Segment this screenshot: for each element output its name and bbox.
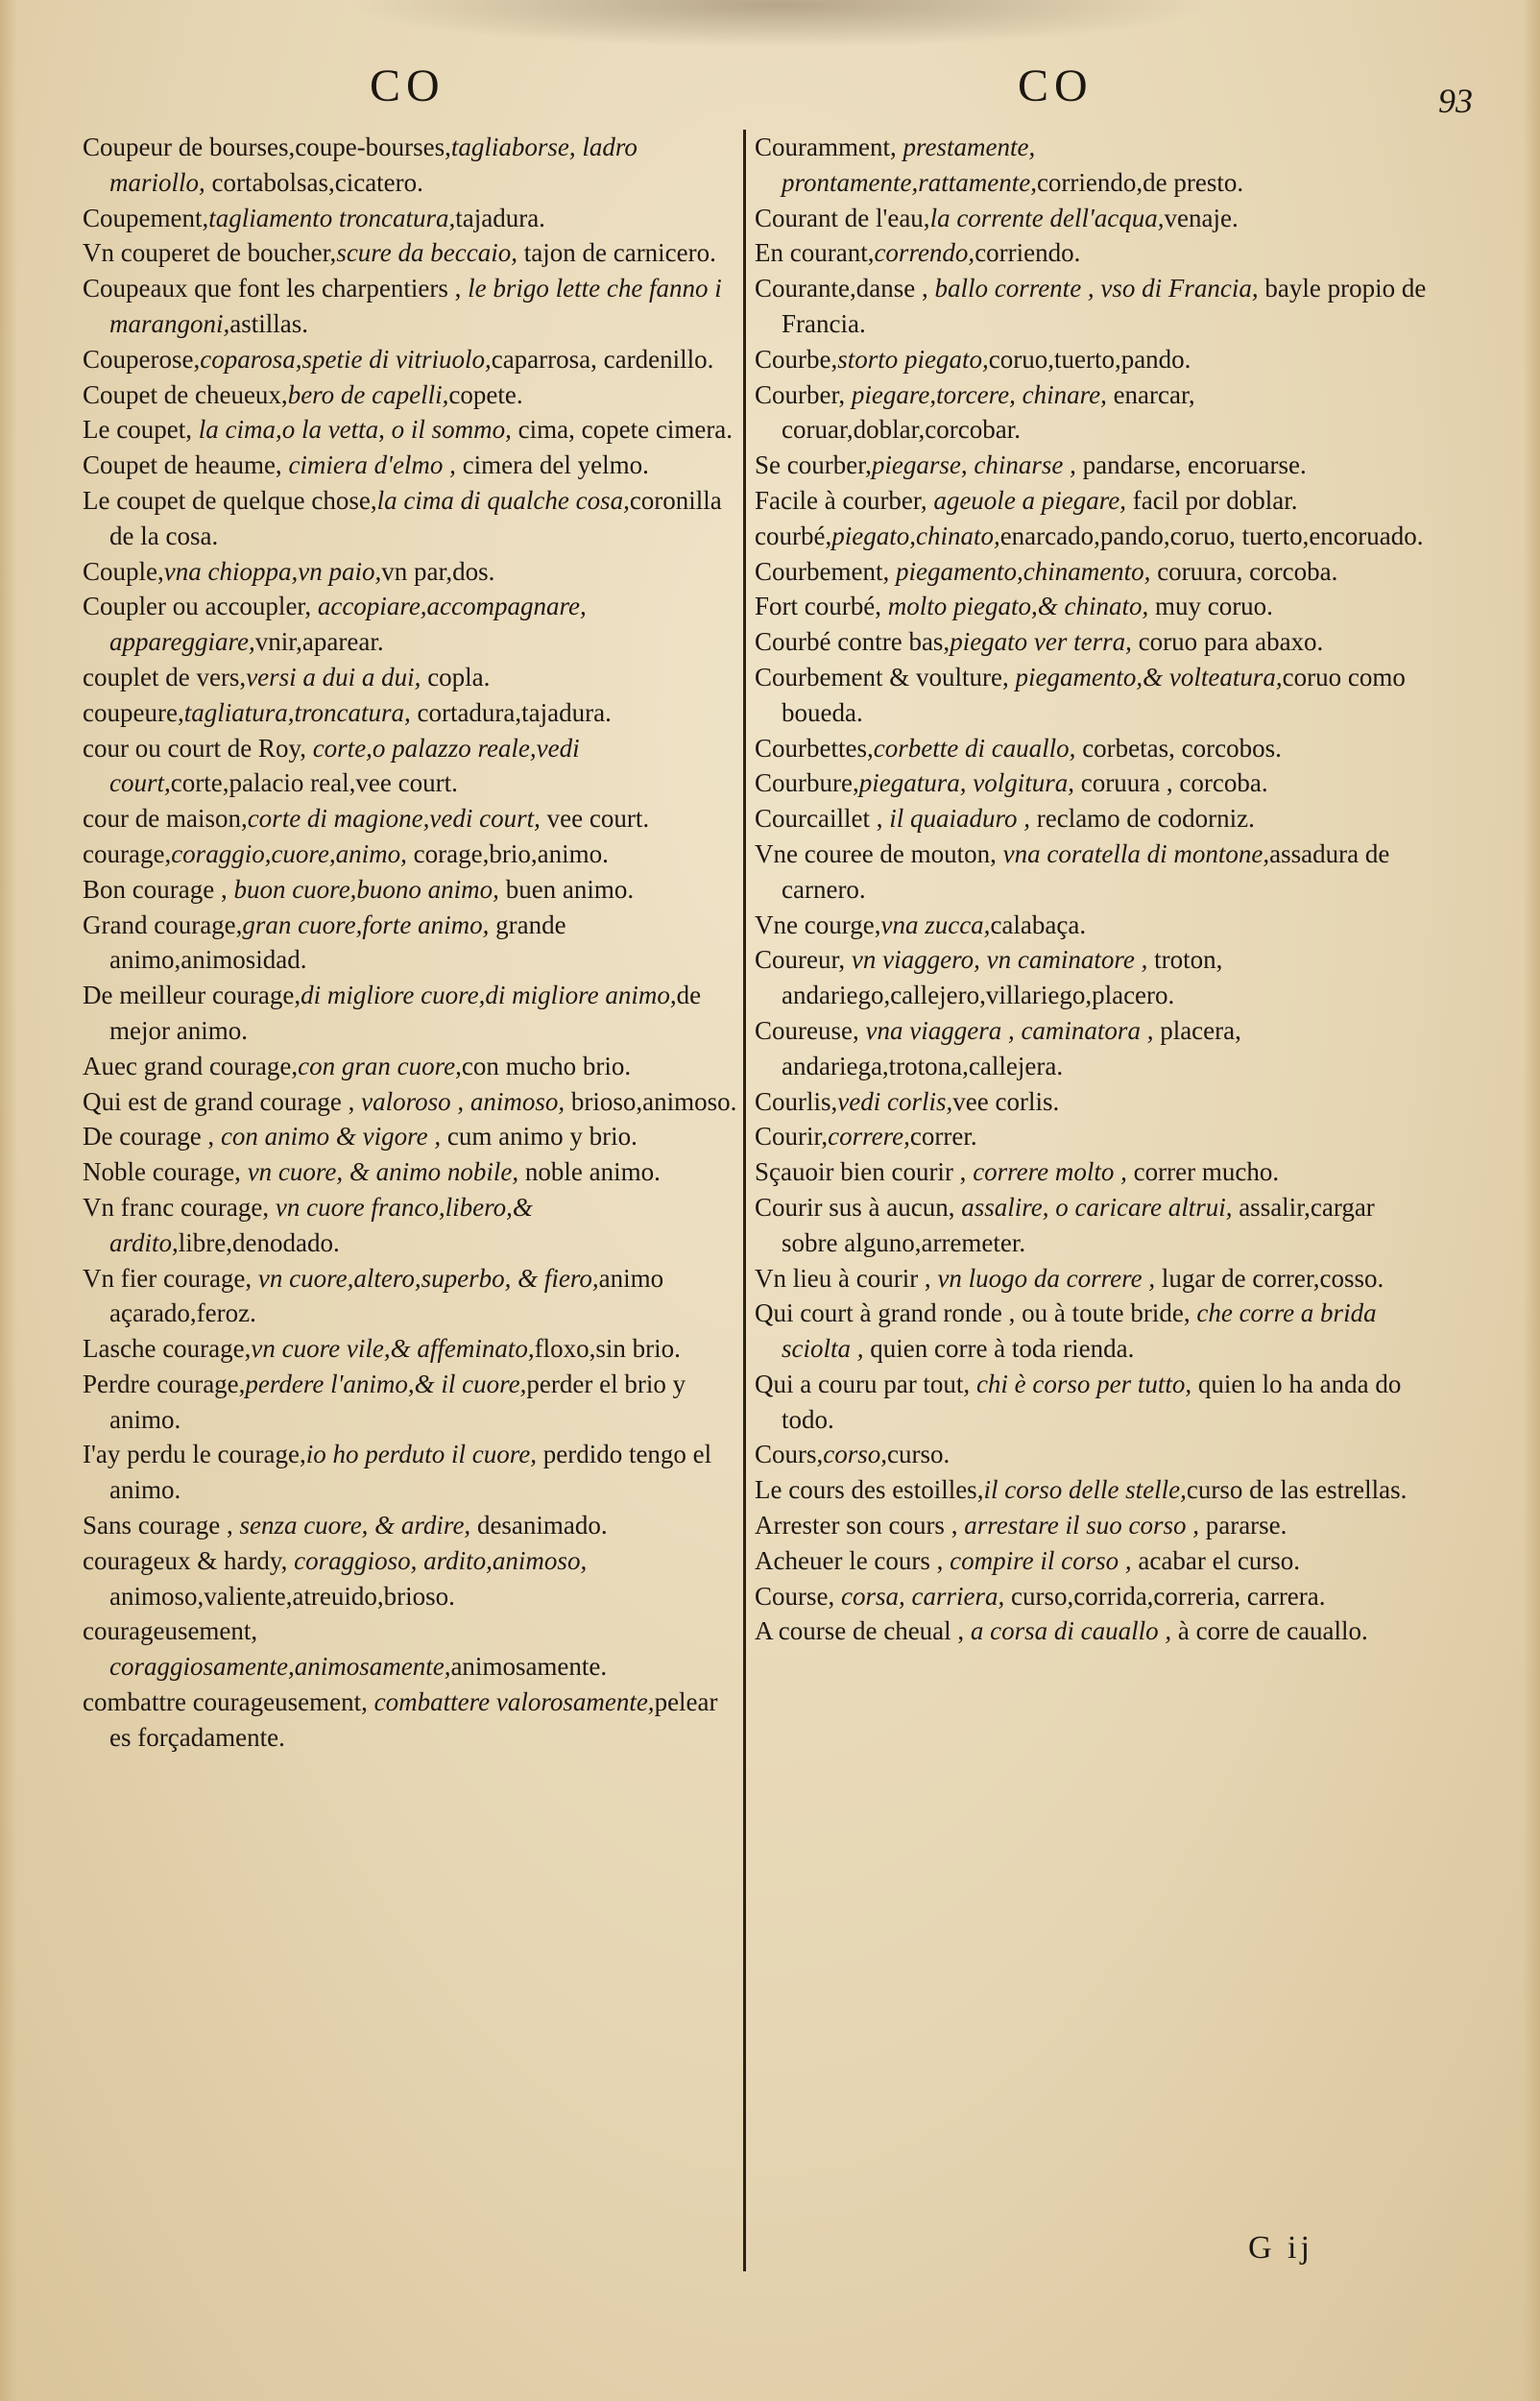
dictionary-entry: [83, 837, 737, 872]
entry-headword: courageux & hardy,: [83, 1545, 295, 1575]
entry-italian: correre,: [828, 1122, 910, 1152]
entry-headword: Facile à courber,: [755, 485, 934, 515]
dictionary-entry: [755, 377, 1427, 449]
entry-italian: che corre a brida sciolta ,: [782, 1298, 1377, 1364]
entry-italian: storto piegato,: [837, 344, 989, 374]
entry-spanish: coruo,tuerto,pando.: [988, 344, 1191, 374]
entry-italian: tagliaborse, ladro mariollo,: [109, 133, 638, 197]
dictionary-entry: [83, 908, 737, 979]
entry-headword: En courant,: [755, 238, 875, 268]
entry-spanish: grande animo,animosidad.: [109, 909, 566, 975]
entry-spanish: pararse.: [1198, 1511, 1287, 1540]
entry-italian: corbette di cauallo,: [873, 733, 1076, 763]
entry-spanish: venaje.: [1164, 203, 1239, 232]
entry-headword: Coupeur de bourses,coupe-bourses,: [83, 133, 451, 161]
entry-italian: piegamento,chinamento,: [895, 556, 1151, 586]
entry-italian: gran cuore,forte animo,: [242, 909, 490, 939]
entry-spanish: tajadura.: [455, 203, 545, 232]
entry-spanish: coruo como boueda.: [782, 662, 1406, 727]
entry-italian: arrestare il suo corso ,: [964, 1511, 1199, 1540]
dictionary-entry: [83, 589, 737, 660]
entry-italian: valoroso , animoso,: [361, 1086, 565, 1116]
dictionary-entry: [755, 235, 1427, 271]
entry-spanish: coronilla de la cosa.: [109, 485, 722, 550]
dictionary-entry: [755, 1296, 1427, 1367]
entry-headword: Coureur,: [755, 945, 852, 975]
entry-italian: piegato,chinato,: [831, 521, 1000, 550]
entry-headword: Lasche courage,: [83, 1334, 252, 1364]
entry-italian: bero de capelli,: [287, 379, 449, 409]
left-column: [83, 130, 737, 1756]
entry-headword: Auec grand courage,: [83, 1051, 299, 1080]
entry-spanish: floxo,sin brio.: [534, 1334, 681, 1364]
dictionary-entry: [83, 130, 737, 201]
entry-spanish: assalir,cargar sobre alguno,arremeter.: [782, 1192, 1375, 1257]
entry-spanish: coruo para abaxo.: [1131, 627, 1324, 657]
entry-headword: Le coupet de quelque chose,: [83, 485, 377, 515]
dictionary-entry: [83, 201, 737, 236]
dictionary-entry: [83, 483, 737, 554]
entry-italian: vna zucca,: [880, 909, 991, 939]
dictionary-entry: [83, 1613, 737, 1685]
dictionary-entry: [83, 731, 737, 802]
entry-spanish: caparrosa, cardenillo.: [491, 344, 714, 374]
dictionary-entry: [83, 801, 737, 837]
dictionary-entry: [755, 483, 1427, 519]
dictionary-entry: [755, 1190, 1427, 1261]
entry-spanish: vnir,aparear.: [254, 627, 384, 657]
entry-spanish: brioso,animoso.: [565, 1086, 737, 1116]
dictionary-entry: [83, 660, 737, 695]
dictionary-entry: [83, 448, 737, 483]
entry-italian: coraggioso, ardito,animoso,: [294, 1545, 588, 1575]
entry-italian: corte di magione,vedi court,: [247, 804, 541, 834]
entry-italian: di migliore cuore,di migliore animo,: [301, 981, 677, 1010]
entry-italian: vn luogo da correre ,: [937, 1263, 1156, 1293]
entry-headword: Vn franc courage,: [83, 1192, 276, 1222]
entry-headword: combattre courageusement,: [83, 1687, 374, 1717]
entry-headword: Coupler ou accoupler,: [83, 592, 318, 621]
dictionary-entry: [755, 519, 1427, 554]
entry-headword: cour ou court de Roy,: [83, 733, 313, 763]
entry-headword: Acheuer le cours ,: [755, 1545, 950, 1575]
dictionary-entry: [83, 235, 737, 271]
entry-headword: Couperose,: [83, 344, 201, 374]
dictionary-entry: [755, 1579, 1427, 1614]
entry-italian: cimiera d'elmo ,: [288, 450, 456, 480]
entry-spanish: bayle propio de Francia.: [782, 274, 1427, 338]
entry-spanish: buen animo.: [498, 874, 635, 904]
entry-italian: corsa, carriera,: [841, 1581, 1005, 1611]
entry-spanish: corage,brio,animo.: [406, 838, 609, 868]
entry-spanish: facil por doblar.: [1126, 485, 1298, 515]
entry-headword: Courbettes,: [755, 733, 874, 763]
dictionary-entry: [755, 1508, 1427, 1543]
entry-headword: Courbe,: [755, 344, 838, 374]
dictionary-entry: [755, 801, 1427, 837]
entry-spanish: animosamente.: [450, 1652, 608, 1682]
entry-italian: vn cuore franco,libero,& ardito,: [109, 1192, 533, 1257]
entry-headword: Grand courage,: [83, 909, 243, 939]
entry-italian: le brigo lette che fanno i marangoni,: [109, 274, 722, 338]
entry-italian: molto piegato,& chinato,: [887, 592, 1149, 621]
entry-headword: Le coupet,: [83, 415, 199, 445]
entry-headword: Cours,: [755, 1440, 824, 1469]
entry-spanish: calabaça.: [990, 909, 1087, 939]
entry-headword: Courbé contre bas,: [755, 627, 950, 657]
page-number: 93: [1438, 82, 1473, 120]
entry-headword: Vn lieu à courir ,: [755, 1263, 938, 1293]
entry-italian: accopiare,accompagnare, appareggiare,: [109, 592, 587, 657]
entry-italian: la corrente dell'acqua,: [929, 203, 1165, 232]
entry-headword: Bon courage ,: [83, 874, 234, 904]
entry-spanish: tajon de carnicero.: [517, 238, 716, 268]
entry-italian: perdere l'animo,& il cuore,: [245, 1369, 527, 1398]
dictionary-entry: [83, 271, 737, 342]
entry-spanish: quien lo ha anda do todo.: [782, 1369, 1402, 1434]
dictionary-entry: [755, 660, 1427, 731]
entry-headword: courageusement,: [83, 1616, 258, 1646]
entry-italian: ageuole a piegare,: [933, 485, 1127, 515]
entry-headword: De courage ,: [83, 1122, 221, 1152]
entry-italian: a corsa di cauallo ,: [970, 1616, 1172, 1646]
signature-mark: G ij: [1248, 2230, 1313, 2266]
dictionary-entry: [83, 377, 737, 413]
entry-spanish: cortabolsas,cicatero.: [205, 167, 423, 197]
entry-headword: Perdre courage,: [83, 1369, 246, 1398]
entry-italian: il quaiaduro ,: [889, 804, 1030, 834]
dictionary-entry: [755, 342, 1427, 377]
entry-headword: Arrester son cours ,: [755, 1511, 965, 1540]
entry-italian: versi a dui a dui,: [246, 662, 421, 691]
entry-spanish: cum animo y brio.: [441, 1122, 638, 1152]
dictionary-entry: [83, 554, 737, 590]
running-head-left: CO: [370, 61, 445, 111]
entry-italian: vn viaggero, vn caminatore ,: [851, 945, 1148, 975]
dictionary-entry: [83, 1084, 737, 1120]
entry-spanish: noble animo.: [518, 1157, 661, 1187]
entry-spanish: perdido tengo el animo.: [109, 1440, 712, 1505]
right-column: [755, 130, 1427, 1649]
entry-italian: la cima di qualche cosa,: [376, 485, 630, 515]
entry-italian: compire il corso ,: [950, 1545, 1132, 1575]
dictionary-entry: [83, 1154, 737, 1190]
dictionary-entry: [755, 1437, 1427, 1472]
dictionary-entry: [83, 1049, 737, 1084]
entry-italian: buon cuore,buono animo,: [233, 874, 499, 904]
dictionary-entry: [755, 554, 1427, 590]
page-edge-left: [0, 0, 17, 2401]
entry-spanish: assadura de carnero.: [782, 838, 1390, 904]
entry-italian: combattere valorosamente,: [373, 1687, 655, 1717]
entry-spanish: corbetas, corcobos.: [1075, 733, 1282, 763]
entry-italian: piegamento,& volteatura,: [1015, 662, 1283, 691]
dictionary-entry: [83, 1508, 737, 1543]
entry-spanish: curso de las estrellas.: [1186, 1475, 1408, 1505]
dictionary-entry: [755, 624, 1427, 660]
entry-italian: coraggiosamente,animosamente,: [109, 1652, 451, 1682]
entry-italian: con gran cuore,: [298, 1051, 462, 1080]
dictionary-entry: [83, 412, 737, 448]
dictionary-entry: [755, 1472, 1427, 1508]
dictionary-entry: [755, 589, 1427, 624]
entry-spanish: vn par,dos.: [381, 556, 495, 586]
entry-italian: scure da beccaio,: [336, 238, 517, 268]
entry-headword: Courir,: [755, 1122, 829, 1152]
entry-spanish: corte,palacio real,vee court.: [170, 768, 458, 798]
entry-spanish: enarcado,pando,coruo, tuerto,encoruado.: [999, 521, 1424, 550]
paper-stain: [346, 0, 1210, 48]
entry-italian: chi è corso per tutto,: [975, 1369, 1192, 1398]
entry-headword: Courbure,: [755, 768, 859, 798]
entry-spanish: libre,denodado.: [178, 1227, 340, 1257]
entry-headword: Coureuse,: [755, 1015, 866, 1045]
dictionary-entry: [755, 1154, 1427, 1190]
entry-headword: Vn couperet de boucher,: [83, 238, 337, 268]
entry-headword: Courant de l'eau,: [755, 203, 930, 232]
dictionary-entry: [755, 1543, 1427, 1579]
entry-headword: Sans courage ,: [83, 1511, 240, 1540]
entry-headword: Qui a couru par tout,: [755, 1369, 976, 1398]
entry-italian: tagliatura,troncatura,: [183, 697, 411, 727]
entry-spanish: quien corre à toda rienda.: [863, 1334, 1135, 1364]
entry-headword: Couple,: [83, 556, 164, 586]
entry-headword: cour de maison,: [83, 804, 248, 834]
entry-headword: Coupeaux que font les charpentiers ,: [83, 274, 469, 303]
entry-headword: Coupet de cheueux,: [83, 379, 288, 409]
entry-spanish: desanimado.: [470, 1511, 608, 1540]
entry-spanish: reclamo de codorniz.: [1029, 804, 1255, 834]
dictionary-entry: [83, 1685, 737, 1756]
entry-headword: courbé,: [755, 521, 832, 550]
entry-headword: Se courber,: [755, 450, 872, 480]
dictionary-entry: [83, 342, 737, 377]
entry-spanish: curso.: [887, 1440, 950, 1469]
entry-spanish: astillas.: [229, 308, 309, 338]
entry-headword: Coupement,: [83, 203, 209, 232]
entry-spanish: pelear es forçadamente.: [109, 1687, 718, 1752]
entry-spanish: lugar de correr,cosso.: [1155, 1263, 1384, 1293]
entry-spanish: correr mucho.: [1126, 1157, 1280, 1187]
dictionary-entry: [755, 908, 1427, 943]
entry-headword: Fort courbé,: [755, 592, 888, 621]
entry-italian: vn cuore vile,& affeminato,: [251, 1334, 535, 1364]
entry-headword: Courbement,: [755, 556, 896, 586]
page-edge-right: [1523, 0, 1540, 2401]
entry-headword: Vn fier courage,: [83, 1263, 258, 1293]
dictionary-entry: [755, 201, 1427, 236]
entry-spanish: vee court.: [540, 804, 650, 834]
entry-italian: con animo & vigore ,: [220, 1122, 442, 1152]
dictionary-entry: [83, 872, 737, 908]
entry-italian: corso,: [823, 1440, 888, 1469]
entry-italian: correre molto ,: [973, 1157, 1127, 1187]
entry-italian: ballo corrente , vso di Francia,: [934, 274, 1259, 303]
entry-italian: piegarse, chinarse ,: [871, 450, 1076, 480]
entry-spanish: curso,corrida,correria, carrera.: [1004, 1581, 1326, 1611]
entry-italian: senza cuore, & ardire,: [239, 1511, 471, 1540]
dictionary-entry: [83, 695, 737, 731]
dictionary-entry: [755, 1084, 1427, 1120]
dictionary-entry: [755, 731, 1427, 766]
entry-headword: Le cours des estoilles,: [755, 1475, 984, 1505]
dictionary-entry: [755, 1367, 1427, 1438]
entry-italian: vn cuore, & animo nobile,: [247, 1157, 519, 1187]
entry-spanish: acabar el curso.: [1131, 1545, 1301, 1575]
entry-spanish: coruura, corcoba.: [1150, 556, 1338, 586]
entry-spanish: corriendo.: [975, 238, 1081, 268]
dictionary-entry: [755, 1613, 1427, 1649]
dictionary-entry: [83, 1331, 737, 1367]
entry-headword: De meilleur courage,: [83, 981, 301, 1010]
entry-headword: Vne courge,: [755, 909, 881, 939]
dictionary-entry: [755, 1013, 1427, 1084]
dictionary-entry: [83, 1543, 737, 1614]
dictionary-entry: [755, 1119, 1427, 1154]
dictionary-entry: [755, 130, 1427, 201]
entry-spanish: perder el brio y animo.: [109, 1369, 686, 1434]
dictionary-entry: [83, 1119, 737, 1154]
entry-spanish: correr.: [909, 1122, 977, 1152]
entry-headword: Courlis,: [755, 1086, 838, 1116]
entry-spanish: à corre de cauallo.: [1171, 1616, 1368, 1646]
entry-spanish: enarcar, coruar,doblar,corcobar.: [782, 379, 1195, 445]
entry-spanish: copla.: [421, 662, 491, 691]
entry-spanish: animo açarado,feroz.: [109, 1263, 664, 1328]
entry-headword: I'ay perdu le courage,: [83, 1440, 306, 1469]
entry-headword: A course de cheual ,: [755, 1616, 971, 1646]
entry-italian: piegatura, volgitura,: [858, 768, 1074, 798]
entry-italian: vna coratella di montone,: [1002, 838, 1270, 868]
entry-italian: corte,o palazzo reale,vedi court,: [109, 733, 580, 798]
entry-spanish: vee corlis.: [952, 1086, 1060, 1116]
entry-headword: Coupet de heaume,: [83, 450, 289, 480]
entry-italian: io ho perduto il cuore,: [305, 1440, 537, 1469]
entry-spanish: placera, andariega,trotona,callejera.: [782, 1015, 1241, 1080]
dictionary-entry: [83, 1437, 737, 1508]
dictionary-entry: [83, 978, 737, 1049]
entry-headword: Qui est de grand courage ,: [83, 1086, 362, 1116]
entry-italian: coparosa,spetie di vitriuolo,: [200, 344, 492, 374]
entry-italian: assalire, o caricare altrui,: [961, 1192, 1233, 1222]
dictionary-entry: [755, 765, 1427, 801]
entry-italian: tagliamento troncatura,: [208, 203, 456, 232]
entry-spanish: muy coruo.: [1148, 592, 1273, 621]
dictionary-entry: [755, 1261, 1427, 1297]
dictionary-entry: [755, 837, 1427, 908]
entry-italian: prestamente, prontamente,rattamente,: [782, 133, 1037, 197]
entry-italian: piegato ver terra,: [950, 627, 1132, 657]
entry-spanish: pandarse, encoruarse.: [1075, 450, 1307, 480]
entry-spanish: cimera del yelmo.: [455, 450, 649, 480]
entry-italian: coraggio,cuore,animo,: [171, 838, 407, 868]
dictionary-entry: [755, 271, 1427, 342]
entry-italian: il corso delle stelle,: [983, 1475, 1187, 1505]
column-rule: [743, 130, 746, 2271]
entry-headword: Courir sus à aucun,: [755, 1192, 962, 1222]
entry-italian: vna viaggera , caminatora ,: [865, 1015, 1154, 1045]
entry-headword: Couramment,: [755, 133, 903, 161]
entry-headword: Courcaillet ,: [755, 804, 890, 834]
entry-spanish: cima, copete cimera.: [511, 415, 734, 445]
entry-spanish: con mucho brio.: [461, 1051, 632, 1080]
dictionary-entry: [755, 448, 1427, 483]
entry-italian: vn cuore,altero,superbo, & fiero,: [257, 1263, 599, 1293]
entry-italian: piegare,torcere, chinare,: [851, 379, 1107, 409]
entry-spanish: copete.: [448, 379, 523, 409]
entry-headword: couplet de vers,: [83, 662, 247, 691]
entry-spanish: animoso,valiente,atreuido,brioso.: [109, 1581, 455, 1611]
entry-spanish: coruura , corcoba.: [1073, 768, 1268, 798]
entry-spanish: corriendo,de presto.: [1036, 167, 1244, 197]
entry-spanish: troton, andariego,callejero,villariego,placero.: [782, 945, 1223, 1010]
dictionary-entry: [83, 1261, 737, 1332]
entry-italian: la cima,o la vetta, o il sommo,: [198, 415, 512, 445]
entry-headword: Vne couree de mouton,: [755, 838, 1003, 868]
entry-headword: Qui court à grand ronde , ou à toute bride,: [755, 1298, 1197, 1328]
entry-italian: vna chioppa,vn paio,: [163, 556, 382, 586]
dictionary-entry: [83, 1190, 737, 1261]
entry-headword: Courbement & voulture,: [755, 662, 1016, 691]
entry-spanish: cortadura,tajadura.: [410, 697, 612, 727]
entry-headword: Noble courage,: [83, 1157, 248, 1187]
entry-italian: correndo,: [874, 238, 975, 268]
entry-headword: Sçauoir bien courir ,: [755, 1157, 974, 1187]
entry-spanish: de mejor animo.: [109, 981, 702, 1045]
dictionary-entry: [83, 1367, 737, 1438]
entry-headword: courage,: [83, 838, 172, 868]
entry-headword: Courber,: [755, 379, 852, 409]
entry-italian: vedi corlis,: [837, 1086, 953, 1116]
entry-headword: coupeure,: [83, 697, 184, 727]
entry-headword: Courante,danse ,: [755, 274, 935, 303]
running-head-right: CO: [1018, 61, 1094, 111]
dictionary-entry: [755, 942, 1427, 1013]
entry-headword: Course,: [755, 1581, 841, 1611]
